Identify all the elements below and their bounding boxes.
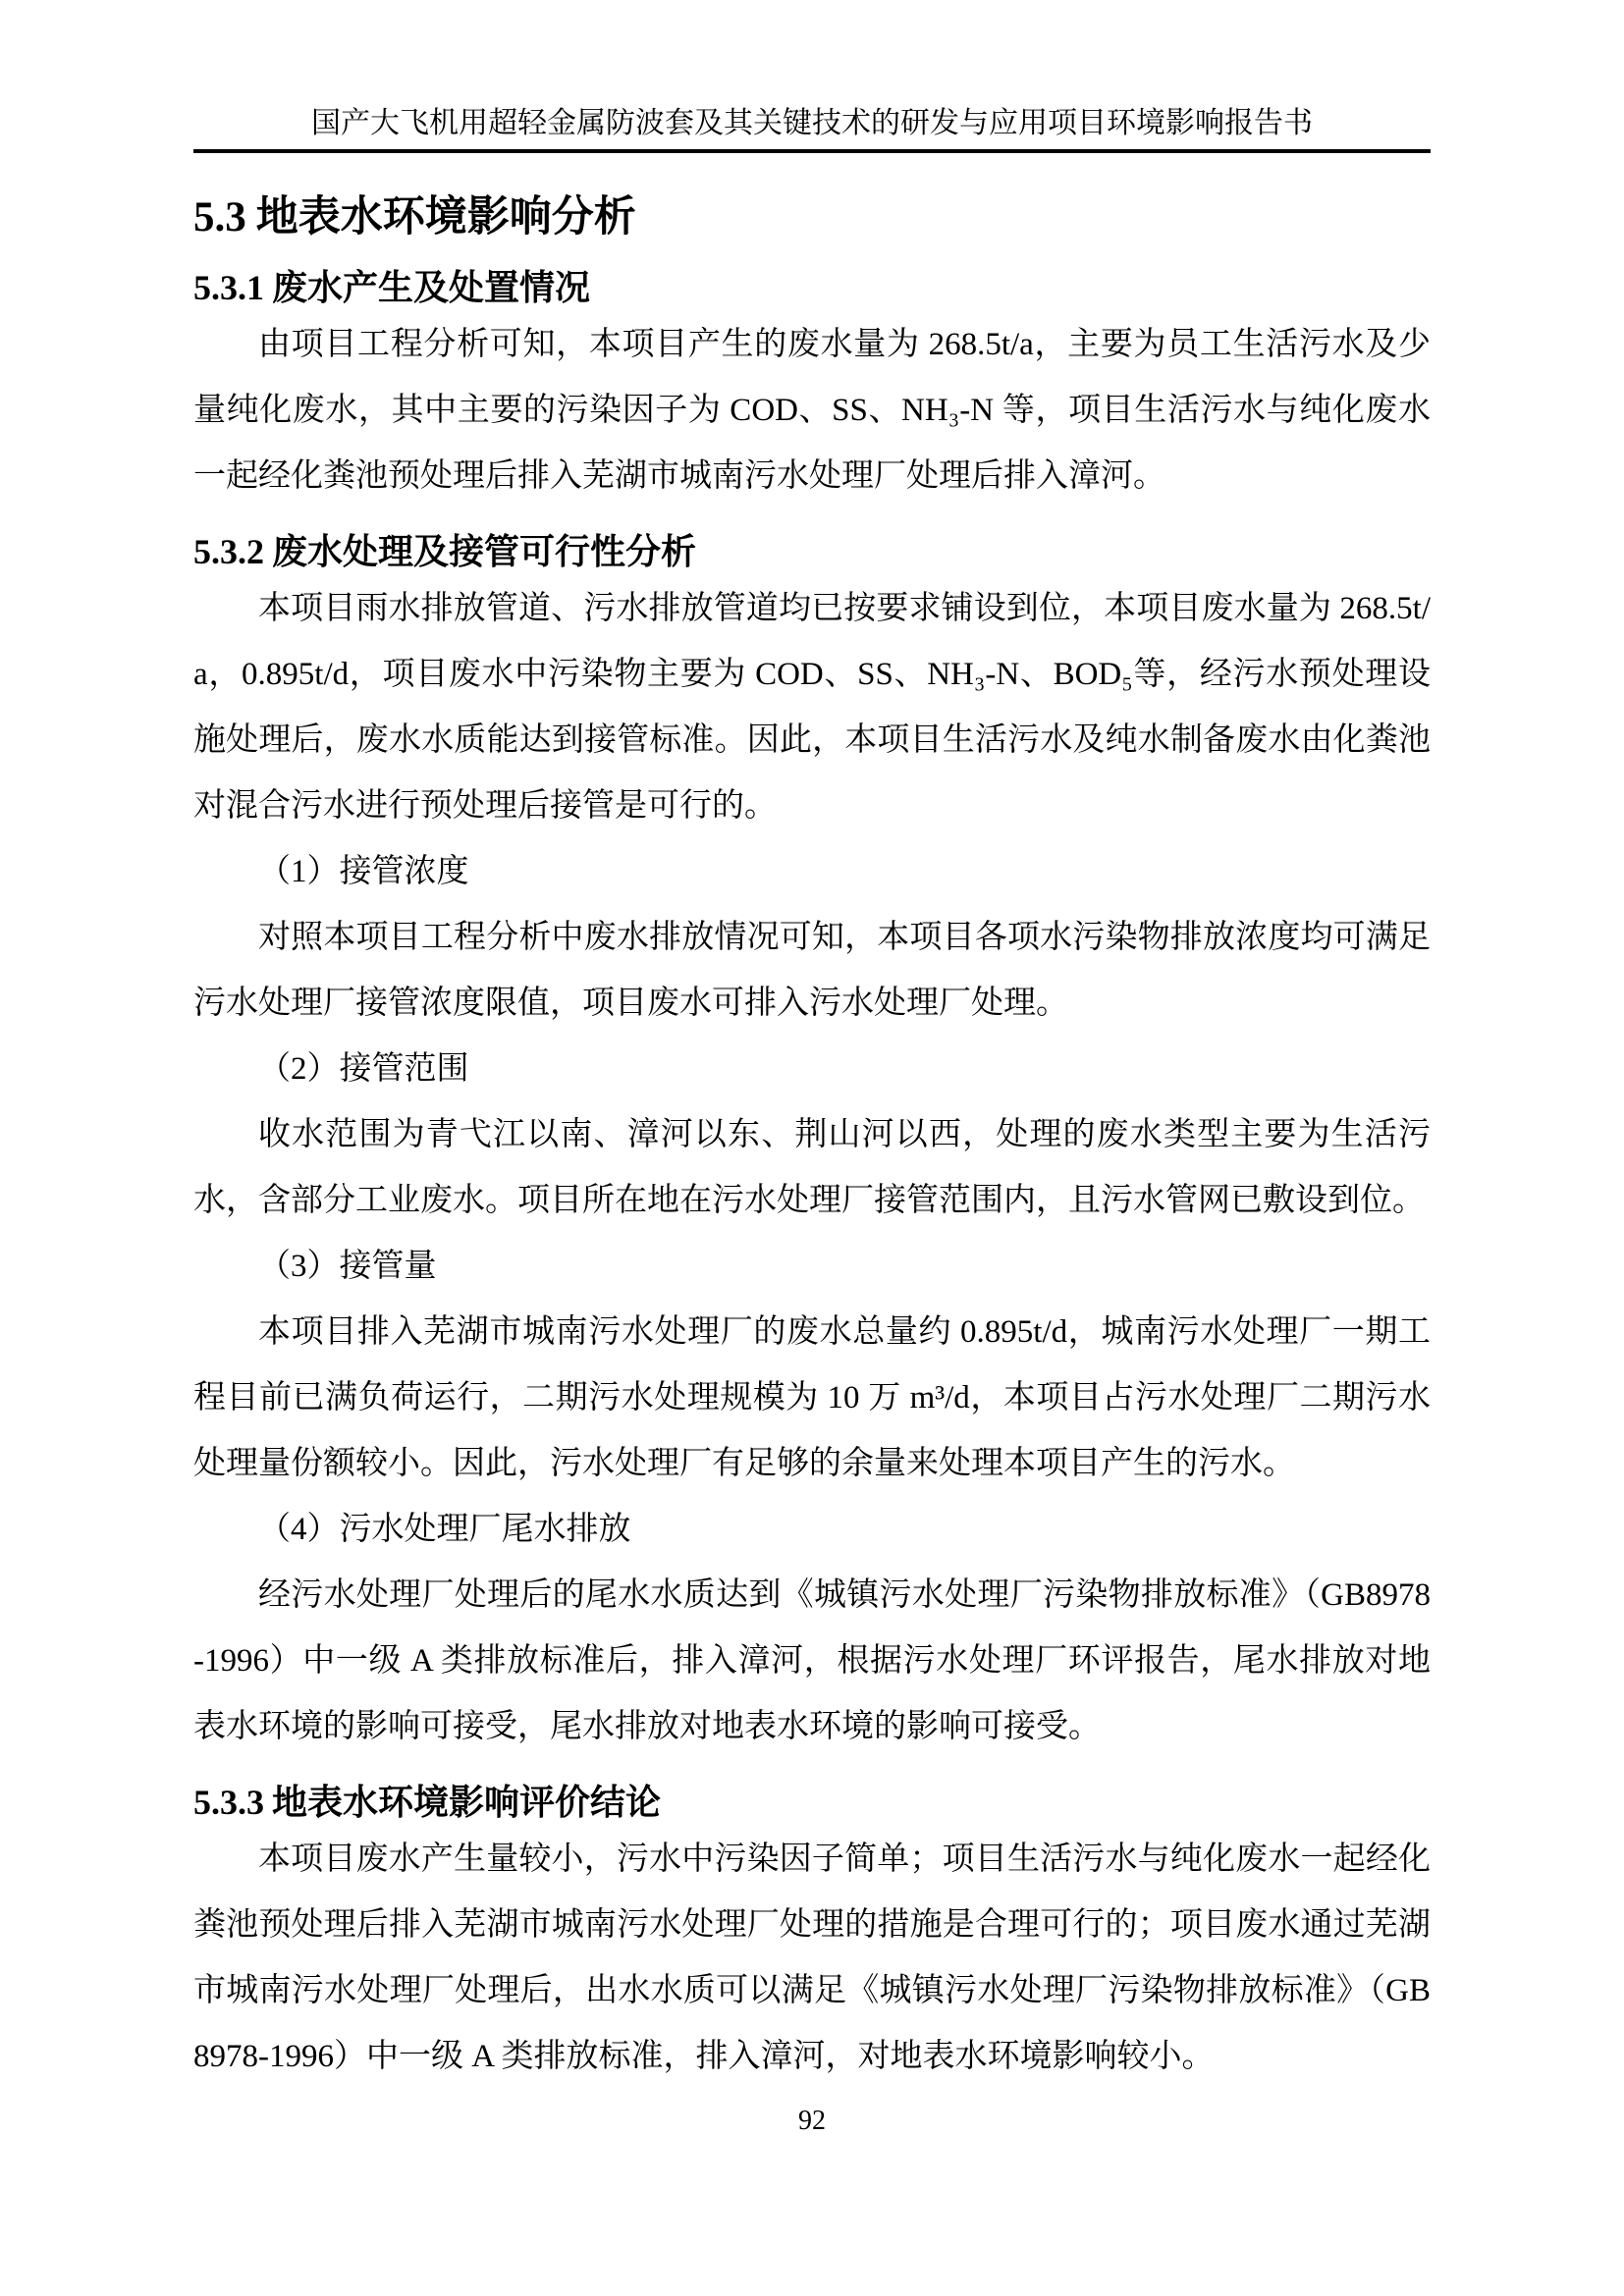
paragraph-connection-volume: 本项目排入芜湖市城南污水处理厂的废水总量约 0.895t/d，城南污水处理厂一期工程目前已满负荷运行，二期污水处理规模为 10 万 m³/d，本项目占污水处理厂二期污水处理量份额较小。因此，污水处理厂有足够的余量来处理本项目产生的污水。 [193, 1314, 1431, 1481]
subsection-number: 5.3.2 [193, 532, 264, 571]
subsection-number: 5.3.1 [193, 268, 264, 307]
paragraph-conclusion: 本项目废水产生量较小，污水中污染因子简单；项目生活污水与纯化废水一起经化粪池预处理后排入芜湖市城南污水处理厂处理的措施是合理可行的；项目废水通过芜湖市城南污水处理厂处理后，出水水质可以满足《城镇污水处理厂污染物排放标准》（GB8978-1996）中一级 A 类排放标准，排入漳河，对地表水环境影响较小。 [193, 1842, 1431, 2074]
paragraph-treatment-feasibility: 本项目雨水排放管道、污水排放管道均已按要求铺设到位，本项目废水量为 268.5t/a，0.895t/d，项目废水中污染物主要为 COD、SS、NH₃-N、BOD₅等，经污水预处理设施处理后，废水水质能达到接管标准。因此，本项目生活污水及纯水制备废水由化粪池对混合污水进行预处理后接管是可行的。 [193, 591, 1431, 824]
page-footer [193, 2104, 1431, 2139]
subsection-title: 废水产生及处置情况 [272, 268, 591, 307]
paragraph-tailwater-discharge: 经污水处理厂处理后的尾水水质达到《城镇污水处理厂污染物排放标准》（GB8978-1996）中一级 A 类排放标准后，排入漳河，根据污水处理厂环评报告，尾水排放对地表水环境的影响可接受，尾水排放对地表水环境的影响可接受。 [193, 1577, 1431, 1744]
subsection-title: 地表水环境影响评价结论 [272, 1783, 662, 1822]
subsection-heading-5-3-2 [193, 527, 1431, 576]
subsection-number: 5.3.3 [193, 1783, 264, 1822]
paragraph-connection-scope: 收水范围为青弋江以南、漳河以东、荆山河以西，处理的废水类型主要为生活污水，含部分工业废水。项目所在地在污水处理厂接管范围内，且污水管网已敷设到位。 [193, 1117, 1431, 1218]
item-label-4-tailwater: （4）污水处理厂尾水排放 [258, 1512, 631, 1547]
page-number: 92 [798, 2106, 826, 2136]
item-label-2-scope: （2）接管范围 [258, 1051, 469, 1087]
document-header [193, 0, 1431, 153]
section-number: 5.3 [193, 194, 246, 240]
section-heading-5-3 [193, 190, 1431, 245]
page-content [193, 0, 1431, 2139]
subsection-heading-5-3-1 [193, 263, 1431, 312]
paragraph-wastewater-generation: 由项目工程分析可知，本项目产生的废水量为 268.5t/a，主要为员工生活污水及少量纯化废水，其中主要的污染因子为 COD、SS、NH₃-N 等，项目生活污水与纯化废水一起经化粪池预处理后排入芜湖市城南污水处理厂处理后排入漳河。 [193, 327, 1431, 494]
item-label-1-concentration: （1）接管浓度 [258, 854, 469, 889]
paragraph-connection-concentration: 对照本项目工程分析中废水排放情况可知，本项目各项水污染物排放浓度均可满足污水处理厂接管浓度限值，项目废水可排入污水处理厂处理。 [193, 920, 1431, 1021]
subsection-heading-5-3-3 [193, 1778, 1431, 1827]
header-title: 国产大飞机用超轻金属防波套及其关键技术的研发与应用项目环境影响报告书 [311, 107, 1313, 139]
item-label-3-volume: （3）接管量 [258, 1249, 437, 1284]
subsection-title: 废水处理及接管可行性分析 [272, 532, 697, 571]
section-title: 地表水环境影响分析 [255, 194, 636, 240]
